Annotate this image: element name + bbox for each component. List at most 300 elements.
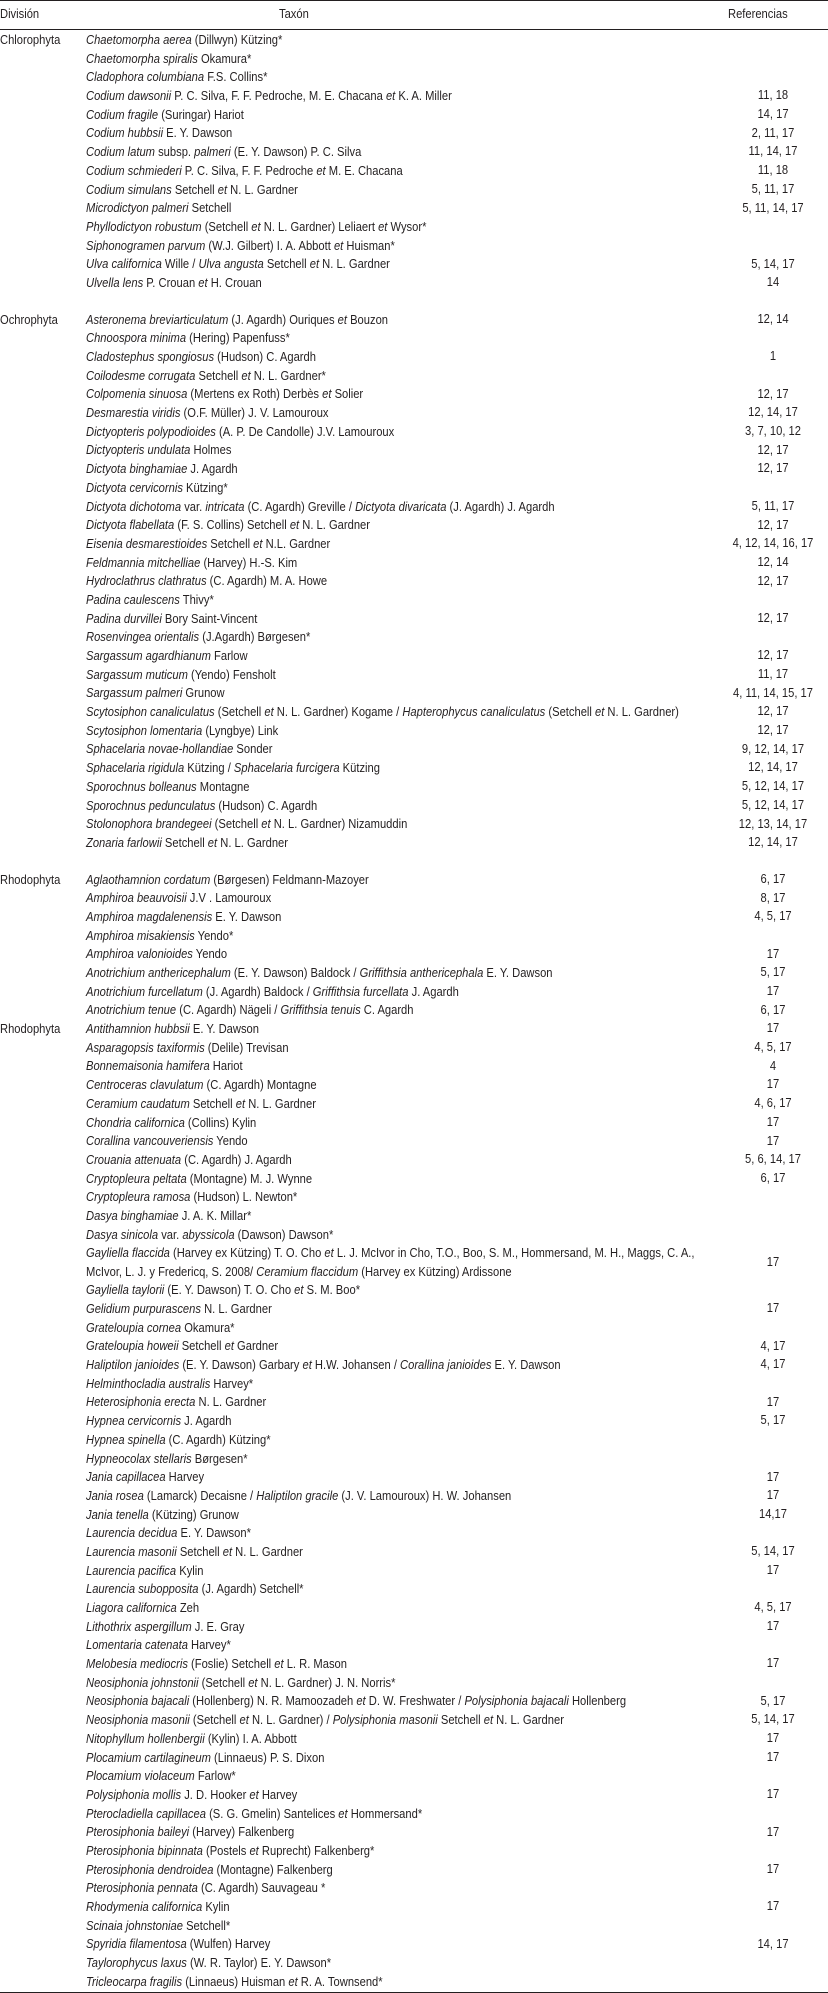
taxon-italic-part: Tricleocarpa fragilis xyxy=(86,1973,183,1989)
taxon-italic-part: et xyxy=(322,386,332,402)
taxon-name xyxy=(86,106,712,125)
taxon-text-part: var. xyxy=(158,1226,183,1242)
table-row xyxy=(0,721,828,740)
taxon-text-part: (E. Y. Dawson) P. C. Silva xyxy=(230,144,362,160)
header-division: División xyxy=(0,6,40,21)
references-cell: 17 xyxy=(766,1487,780,1503)
table-row xyxy=(0,534,828,553)
table-row xyxy=(0,1673,828,1692)
taxon-text-part: Bouzon xyxy=(346,311,389,327)
taxon-italic-part: Rosenvingea orientalis xyxy=(86,629,200,645)
taxon-text-part: (Mertens ex Roth) Derbès xyxy=(187,386,323,402)
taxon-text-part: Montagne xyxy=(196,778,250,794)
taxon-name xyxy=(86,1879,712,1898)
taxon-text-part: (Dillwyn) Kützing* xyxy=(191,32,283,47)
references-cell: 4, 17 xyxy=(760,1337,786,1353)
taxon-text-part: (Hudson) L. Newton* xyxy=(190,1189,298,1205)
taxon-text-part: Setchell* xyxy=(182,1917,231,1933)
table-row xyxy=(0,161,828,180)
taxon-name xyxy=(86,1636,712,1655)
taxon-italic-part: Jania tenella xyxy=(86,1506,149,1522)
references-cell: 17 xyxy=(766,983,780,999)
taxon-text-part: Setchell xyxy=(161,834,208,850)
taxon-name xyxy=(86,1468,712,1487)
taxon-italic-part: Pterosiphonia baileyi xyxy=(86,1824,190,1840)
table-row xyxy=(0,1392,828,1411)
taxon-name xyxy=(86,1132,712,1151)
taxon-italic-part: Codium schmiederi xyxy=(86,162,182,178)
taxon-name xyxy=(86,1300,712,1319)
taxon-italic-part: Hydroclathrus clathratus xyxy=(86,573,207,589)
references-cell: 4, 11, 14, 15, 17 xyxy=(733,684,813,700)
taxon-name xyxy=(86,1337,712,1356)
taxon-text-part: L. J. McIvor in Cho, T.O., Boo, S. M., Hommersand, M. H., Maggs, C. A., McIvor, L. J. y Fredericq, S. 2008/ xyxy=(86,1245,695,1279)
taxon-text-part: Zeh xyxy=(176,1600,200,1615)
references-cell: 12, 17 xyxy=(757,441,789,457)
taxon-text-part: (Lyngbye) Link xyxy=(202,722,279,738)
taxon-text-part: J. D. Hooker xyxy=(181,1786,250,1802)
table-row xyxy=(0,1561,828,1580)
taxon-text-part: P. Crouan xyxy=(143,274,199,290)
references-cell: 17 xyxy=(766,1020,780,1036)
references-cell: 12, 14 xyxy=(757,310,789,326)
taxon-name xyxy=(86,1170,712,1189)
references-cell: 12, 17 xyxy=(757,385,789,401)
taxon-text-part: Thivy* xyxy=(179,591,214,607)
taxon-italic-part: Cryptopleura ramosa xyxy=(86,1189,191,1205)
table-row xyxy=(0,870,828,889)
table-row xyxy=(0,833,828,852)
taxon-text-part: (C. Agardh) Kützing* xyxy=(165,1431,271,1447)
taxon-text-part: (Setchell xyxy=(545,704,595,720)
table-row xyxy=(0,814,828,833)
taxon-italic-part: Ulva californica xyxy=(86,256,162,272)
references-cell: 17 xyxy=(766,1132,780,1148)
taxon-italic-part: Laurencia masonii xyxy=(86,1543,177,1559)
table-row xyxy=(0,273,828,292)
taxon-text-part: N.L. Gardner xyxy=(262,535,331,551)
taxon-italic-part: et xyxy=(338,1805,348,1821)
references-cell: 17 xyxy=(766,1618,780,1634)
taxon-italic-part: et xyxy=(249,1786,259,1802)
table-row xyxy=(0,1972,828,1991)
taxon-text-part: Harvey xyxy=(165,1469,205,1485)
table-row xyxy=(0,796,828,815)
taxon-name xyxy=(86,834,712,853)
taxon-italic-part: Dictyopteris polypodioides xyxy=(86,423,216,439)
references-cell: 1 xyxy=(769,348,777,364)
taxon-name xyxy=(86,572,712,591)
taxon-italic-part: et xyxy=(222,1543,233,1559)
table-body xyxy=(0,30,828,1990)
taxon-name xyxy=(86,1767,712,1786)
references-cell: 11, 18 xyxy=(757,87,789,103)
table-row xyxy=(0,180,828,199)
taxon-name xyxy=(86,1655,712,1674)
taxon-italic-part: Liagora californica xyxy=(86,1600,177,1615)
table-row xyxy=(0,497,828,516)
table-row xyxy=(0,366,828,385)
references-cell: 14, 17 xyxy=(757,106,789,122)
references-cell: 17 xyxy=(766,1561,780,1577)
references-cell: 6, 17 xyxy=(760,1169,786,1185)
table-row xyxy=(0,403,828,422)
taxon-name xyxy=(86,1543,712,1562)
taxon-italic-part: Polysiphonia masonii xyxy=(332,1712,438,1728)
table-row xyxy=(0,571,828,590)
taxon-italic-part: Dictyota dichotoma xyxy=(86,498,182,514)
taxon-name xyxy=(86,367,712,386)
taxon-text-part: (Yendo) Fensholt xyxy=(187,666,276,682)
taxon-text-part: (Wulfen) Harvey xyxy=(186,1936,271,1952)
table-row xyxy=(0,1505,828,1524)
taxon-text-part: (J. Agardh) Baldock / xyxy=(202,983,313,999)
taxon-text-part: Wille / xyxy=(161,256,199,272)
taxon-italic-part: Asteronema breviarticulatum xyxy=(86,311,229,327)
table-row xyxy=(0,1169,828,1188)
taxon-text-part: (Hudson) C. Agardh xyxy=(215,797,318,813)
table-row xyxy=(0,1841,828,1860)
taxon-italic-part: abyssicola xyxy=(182,1226,235,1242)
taxon-text-part: Kützing* xyxy=(182,479,228,495)
references-cell: 4, 12, 14, 16, 17 xyxy=(732,535,814,551)
taxon-text-part: F.S. Collins* xyxy=(204,69,268,85)
taxon-text-part: (C. Agardh) Nägeli / xyxy=(176,1002,281,1018)
taxon-text-part: Farlow xyxy=(210,648,248,663)
taxon-italic-part: Ulvella lens xyxy=(86,274,144,290)
taxon-italic-part: Cladophora columbiana xyxy=(86,69,205,85)
taxon-text-part: Kylin xyxy=(176,1562,204,1578)
taxon-name xyxy=(86,797,712,816)
taxon-text-part: Sonder xyxy=(233,741,273,757)
taxon-text-part: Setchell xyxy=(171,181,218,197)
taxon-italic-part: Crouania attenuata xyxy=(86,1151,182,1167)
taxon-name xyxy=(86,1020,712,1039)
taxon-italic-part: Siphonogramen parvum xyxy=(86,237,206,253)
references-cell: 5, 12, 14, 17 xyxy=(741,796,805,812)
taxon-italic-part: Feldmannia mitchelliae xyxy=(86,554,201,570)
references-cell: 12, 17 xyxy=(757,609,789,625)
table-row xyxy=(0,347,828,366)
taxon-text-part: Kylin xyxy=(202,1899,230,1914)
taxon-text-part: L. R. Mason xyxy=(283,1656,347,1672)
taxon-text-part: J. Agardh xyxy=(408,983,459,999)
taxon-text-part: Setchell xyxy=(207,535,254,551)
taxon-italic-part: Codium simulans xyxy=(86,181,172,197)
taxon-name xyxy=(86,479,712,498)
taxon-text-part: (C. Agardh) J. Agardh xyxy=(181,1151,292,1167)
table-row xyxy=(0,590,828,609)
table-row xyxy=(0,1785,828,1804)
table-row xyxy=(0,702,828,721)
taxon-italic-part: Laurencia decidua xyxy=(86,1525,178,1541)
table-row xyxy=(0,1804,828,1823)
taxon-text-part: Ruprecht) Falkenberg* xyxy=(258,1842,375,1858)
table-row xyxy=(0,1635,828,1654)
taxon-italic-part: Laurencia pacifica xyxy=(86,1562,177,1578)
taxon-name xyxy=(86,311,712,330)
taxon-text-part: Yendo xyxy=(192,946,228,962)
references-cell: 5, 11, 17 xyxy=(751,180,795,196)
table-row xyxy=(0,1449,828,1468)
taxon-text-part: E. Y. Dawson* xyxy=(177,1525,251,1541)
table-row xyxy=(0,1766,828,1785)
table-row xyxy=(0,1916,828,1935)
taxon-name xyxy=(86,722,712,741)
table-row xyxy=(0,1729,828,1748)
table-row xyxy=(0,422,828,441)
table-row xyxy=(0,1691,828,1710)
references-cell: 5, 14, 17 xyxy=(751,1711,795,1727)
taxon-text-part: Hariot xyxy=(209,1058,243,1074)
taxon-italic-part: et xyxy=(253,535,263,551)
taxon-text-part: N. L. Gardner* xyxy=(250,367,326,383)
taxon-italic-part: Hypnea cervicornis xyxy=(86,1413,182,1429)
references-cell: 14, 17 xyxy=(757,1935,789,1951)
references-cell: 12, 14, 17 xyxy=(748,404,798,420)
taxon-name xyxy=(86,237,712,256)
taxon-text-part: (W.J. Gilbert) I. A. Abbott xyxy=(205,237,334,253)
table-row xyxy=(0,739,828,758)
references-cell: 2, 11, 17 xyxy=(751,124,795,140)
taxon-italic-part: Codium hubbsii xyxy=(86,125,164,141)
taxon-italic-part: palmeri xyxy=(194,144,231,160)
taxon-text-part: N. L. Gardner xyxy=(195,1394,267,1410)
taxon-name xyxy=(86,87,712,106)
taxon-name xyxy=(86,1506,712,1525)
taxon-name xyxy=(86,1935,712,1954)
taxon-text-part: (Montagne) M. J. Wynne xyxy=(186,1170,313,1186)
taxon-text-part: (Børgesen) Feldmann-Mazoyer xyxy=(210,871,369,887)
taxon-text-part: (C. Agardh) Greville / xyxy=(244,498,356,514)
table-row xyxy=(0,1336,828,1355)
taxon-text-part: N. L. Gardner) Kogame / xyxy=(273,704,403,720)
taxon-text-part: (E. Y. Dawson) T. O. Cho xyxy=(164,1282,295,1298)
taxon-text-part: E. Y. Dawson xyxy=(212,908,282,924)
taxon-name xyxy=(86,124,712,143)
taxon-text-part: N. L. Gardner xyxy=(299,517,370,533)
taxon-italic-part: Melobesia mediocris xyxy=(86,1656,188,1672)
taxon-italic-part: Sporochnus bolleanus xyxy=(86,778,197,794)
references-cell: 4 xyxy=(769,1057,777,1073)
taxon-italic-part: Sphacelaria rigidula xyxy=(86,760,185,776)
table-row xyxy=(0,1542,828,1561)
taxon-text-part: N. L. Gardner xyxy=(227,181,298,197)
taxon-name xyxy=(86,1562,712,1581)
references-cell: 11, 14, 17 xyxy=(748,143,798,159)
taxon-italic-part: Dictyota flabellata xyxy=(86,517,175,533)
taxon-text-part: (Harvey ex Kützing) T. O. Cho xyxy=(169,1245,325,1261)
table-row xyxy=(0,963,828,982)
taxon-italic-part: Grateloupia cornea xyxy=(86,1319,182,1335)
taxon-italic-part: Eisenia desmarestioides xyxy=(86,535,208,551)
table-row xyxy=(0,1598,828,1617)
taxon-italic-part: Pterosiphonia bipinnata xyxy=(86,1842,203,1858)
taxon-italic-part: Zonaria farlowii xyxy=(86,834,162,850)
taxon-name xyxy=(86,889,712,908)
table-row xyxy=(0,1878,828,1897)
taxon-italic-part: Asparagopsis taxiformis xyxy=(86,1039,205,1055)
taxon-name xyxy=(86,1412,712,1431)
taxon-italic-part: Amphiroa beauvoisii xyxy=(86,890,187,906)
table-row xyxy=(0,1748,828,1767)
taxon-italic-part: Haliptilon janioides xyxy=(86,1357,180,1373)
references-cell: 6, 17 xyxy=(760,870,786,886)
taxon-italic-part: Corallina vancouveriensis xyxy=(86,1133,214,1149)
taxon-name xyxy=(86,1692,712,1711)
table-row xyxy=(0,683,828,702)
taxon-name xyxy=(86,1450,712,1469)
taxon-italic-part: Ceramium flaccidum xyxy=(256,1263,359,1279)
references-cell: 12, 17 xyxy=(757,460,789,476)
taxon-name xyxy=(86,1076,712,1095)
taxon-italic-part: Heterosiphonia erecta xyxy=(86,1394,196,1410)
table-row xyxy=(0,1038,828,1057)
table-row xyxy=(0,384,828,403)
taxon-name xyxy=(86,441,712,460)
division-section xyxy=(0,310,828,852)
taxon-italic-part: Grateloupia howeii xyxy=(86,1338,179,1354)
references-cell: 12, 17 xyxy=(757,572,789,588)
taxon-italic-part: Padina durvillei xyxy=(86,610,162,626)
taxon-text-part: E. Y. Dawson xyxy=(189,1021,260,1037)
taxon-name xyxy=(86,610,712,629)
taxon-italic-part: et xyxy=(251,218,261,234)
table-row xyxy=(0,515,828,534)
taxon-italic-part: et xyxy=(248,1674,258,1690)
taxon-italic-part: Pterocladiella capillacea xyxy=(86,1805,206,1821)
references-cell: 5, 11, 17 xyxy=(751,497,795,513)
taxon-name xyxy=(86,1039,712,1058)
taxon-italic-part: Pterosiphonia pennata xyxy=(86,1880,198,1896)
taxon-text-part: (C. Agardh) Montagne xyxy=(203,1077,317,1093)
taxon-text-part: N. L. Gardner) J. N. Norris* xyxy=(257,1674,396,1690)
taxon-text-part: Kützing xyxy=(339,760,380,776)
taxon-italic-part: Coilodesme corrugata xyxy=(86,367,196,383)
taxon-italic-part: Cryptopleura peltata xyxy=(86,1170,187,1186)
taxon-name xyxy=(86,1711,712,1730)
table-row xyxy=(0,440,828,459)
taxon-name xyxy=(86,1226,712,1245)
taxon-name xyxy=(86,516,712,535)
taxon-italic-part: Antithamnion hubbsii xyxy=(86,1021,190,1037)
taxon-italic-part: Polysiphonia mollis xyxy=(86,1786,182,1802)
taxon-italic-part: Hypneocolax stellaris xyxy=(86,1450,192,1466)
taxon-text-part: Harvey* xyxy=(187,1637,231,1653)
taxon-text-part: H. Crouan xyxy=(207,274,262,290)
taxon-text-part: (Linnaeus) P. S. Dixon xyxy=(210,1749,325,1765)
taxon-italic-part: et xyxy=(241,367,251,383)
taxon-text-part: (C. Agardh) M. A. Howe xyxy=(206,573,328,589)
table-row xyxy=(0,49,828,68)
table-row xyxy=(0,1299,828,1318)
taxon-name xyxy=(86,218,712,237)
taxon-text-part: J. E. Gray xyxy=(191,1618,245,1634)
taxon-italic-part: Sphacelaria novae-hollandiae xyxy=(86,741,234,757)
taxon-name xyxy=(86,591,712,610)
taxon-italic-part: Codium dawsonii xyxy=(86,88,172,104)
table-row xyxy=(0,1318,828,1337)
taxon-name xyxy=(86,498,712,517)
table-row xyxy=(0,1934,828,1953)
taxon-text-part: var. xyxy=(181,498,206,514)
references-cell: 5, 11, 14, 17 xyxy=(742,199,804,215)
taxon-text-part: (J. V. Lamouroux) H. W. Johansen xyxy=(338,1487,512,1503)
taxon-text-part: (Collins) Kylin xyxy=(184,1114,257,1130)
table-row xyxy=(0,1953,828,1972)
taxon-text-part: Setchell xyxy=(263,256,310,272)
taxon-italic-part: Dasya sinicola xyxy=(86,1226,159,1242)
taxon-text-part: Hommersand* xyxy=(347,1805,423,1821)
table-row xyxy=(0,1897,828,1916)
table-header xyxy=(0,0,828,30)
taxon-italic-part: et xyxy=(333,237,344,253)
taxon-italic-part: et xyxy=(309,256,320,272)
references-cell: 14 xyxy=(766,274,780,290)
table-row xyxy=(0,1411,828,1430)
taxon-text-part: (C. Agardh) Sauvageau * xyxy=(197,1880,326,1896)
table-row xyxy=(0,926,828,945)
division-label: Ochrophyta xyxy=(0,311,58,327)
taxon-italic-part: Chondria californica xyxy=(86,1114,185,1130)
table-row xyxy=(0,1019,828,1038)
taxon-italic-part: Amphiroa magdalenensis xyxy=(86,908,213,924)
taxon-text-part: (Foslie) Setchell xyxy=(187,1656,275,1672)
references-cell: 17 xyxy=(766,1655,780,1671)
taxon-italic-part: Sphacelaria furcigera xyxy=(233,760,340,776)
taxon-italic-part: Colpomenia sinuosa xyxy=(86,386,188,402)
table-row xyxy=(0,123,828,142)
taxon-text-part: Yendo* xyxy=(194,927,234,943)
taxon-italic-part: Hypnea spinella xyxy=(86,1431,166,1447)
taxon-text-part: P. C. Silva, F. F. Pedroche, M. E. Chacana xyxy=(171,88,386,104)
taxon-name xyxy=(86,778,712,797)
taxon-text-part: C. Agardh xyxy=(360,1002,414,1018)
references-cell: 5, 17 xyxy=(760,1412,786,1428)
taxon-italic-part: et xyxy=(224,1338,234,1354)
references-cell: 11, 18 xyxy=(757,162,789,178)
taxon-text-part: (Kylin) I. A. Abbott xyxy=(204,1730,297,1746)
taxon-text-part: (Postels xyxy=(202,1842,250,1858)
taxon-text-part: S. M. Boo* xyxy=(303,1282,361,1298)
taxon-text-part: Okamura* xyxy=(197,50,252,66)
taxon-text-part: Huisman* xyxy=(343,237,395,253)
taxon-italic-part: et xyxy=(294,1282,304,1298)
taxon-name xyxy=(86,684,712,703)
table-row xyxy=(0,478,828,497)
taxon-text-part: (Harvey) H.-S. Kim xyxy=(200,554,298,570)
taxon-text-part: D. W. Freshwater / xyxy=(365,1693,465,1709)
table-row xyxy=(0,1243,828,1280)
table-row xyxy=(0,1131,828,1150)
table-row xyxy=(0,142,828,161)
references-cell: 12, 17 xyxy=(757,647,789,663)
taxon-name xyxy=(86,1805,712,1824)
taxon-italic-part: Neosiphonia bajacali xyxy=(86,1693,190,1709)
table-row xyxy=(0,627,828,646)
taxon-text-part: E. Y. Dawson xyxy=(163,125,233,141)
taxon-name xyxy=(86,1057,712,1076)
taxon-text-part: (Hudson) C. Agardh xyxy=(214,349,316,364)
table-row xyxy=(0,888,828,907)
table-row xyxy=(0,646,828,665)
table-row xyxy=(0,609,828,628)
references-cell: 17 xyxy=(766,1113,780,1129)
taxon-italic-part: et xyxy=(302,1357,312,1373)
taxon-text-part: E. Y. Dawson xyxy=(491,1357,561,1373)
taxon-italic-part: et xyxy=(337,311,347,327)
taxon-name xyxy=(86,1095,712,1114)
